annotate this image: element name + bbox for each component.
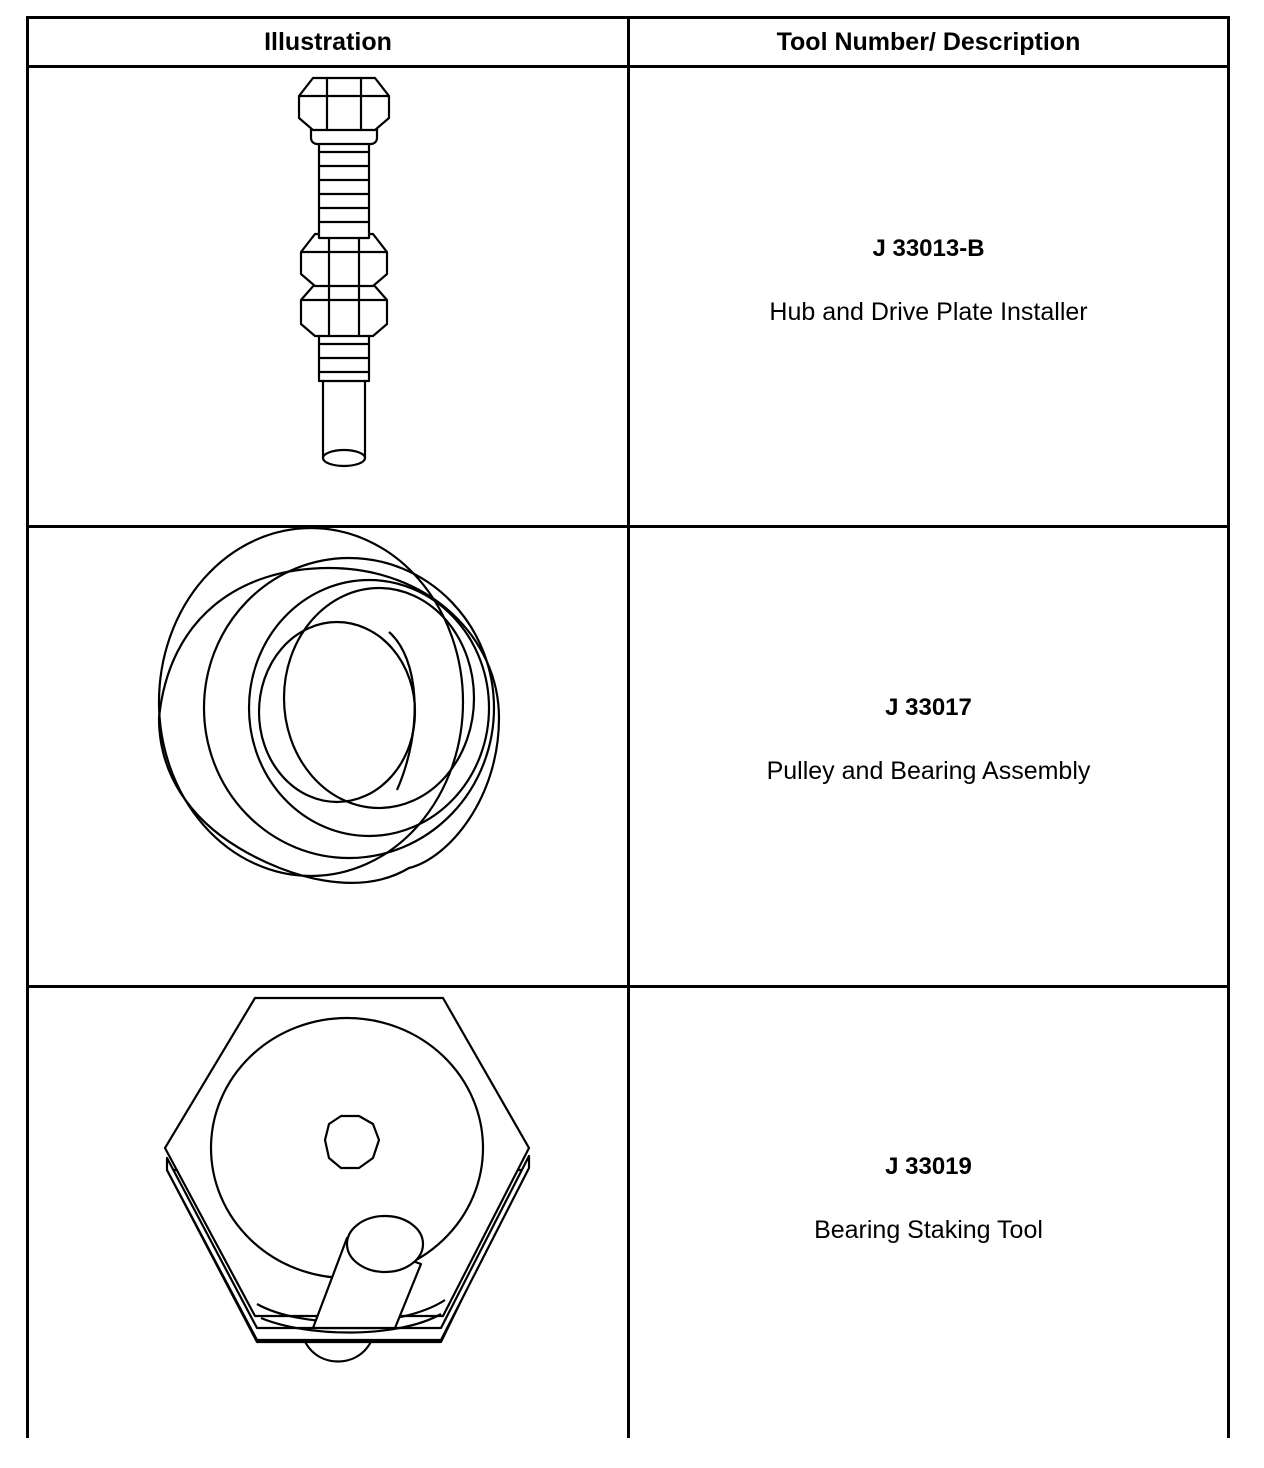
tool-description: Bearing Staking Tool [814, 1216, 1043, 1244]
table-border-right [1227, 16, 1230, 1438]
table-row-description [630, 693, 1227, 786]
hub-drive-plate-installer-icon [29, 68, 627, 525]
tool-number: J 33019 [885, 1153, 972, 1180]
bearing-staking-tool-icon [29, 988, 627, 1438]
table-row-illustration [29, 988, 627, 1438]
tool-description: Hub and Drive Plate Installer [769, 298, 1088, 326]
pulley-bearing-assembly-icon [29, 528, 627, 985]
tool-number: J 33017 [885, 694, 972, 721]
tool-number: J 33013-B [872, 235, 985, 262]
table-row-illustration [29, 528, 627, 985]
table-row-description [630, 234, 1227, 327]
special-tools-table [26, 16, 1230, 1438]
header-tool-description: Tool Number/ Description [776, 28, 1081, 56]
table-row-description [630, 1152, 1227, 1245]
header-illustration: Illustration [264, 28, 392, 56]
table-row-illustration [29, 68, 627, 525]
tool-description: Pulley and Bearing Assembly [766, 757, 1091, 785]
